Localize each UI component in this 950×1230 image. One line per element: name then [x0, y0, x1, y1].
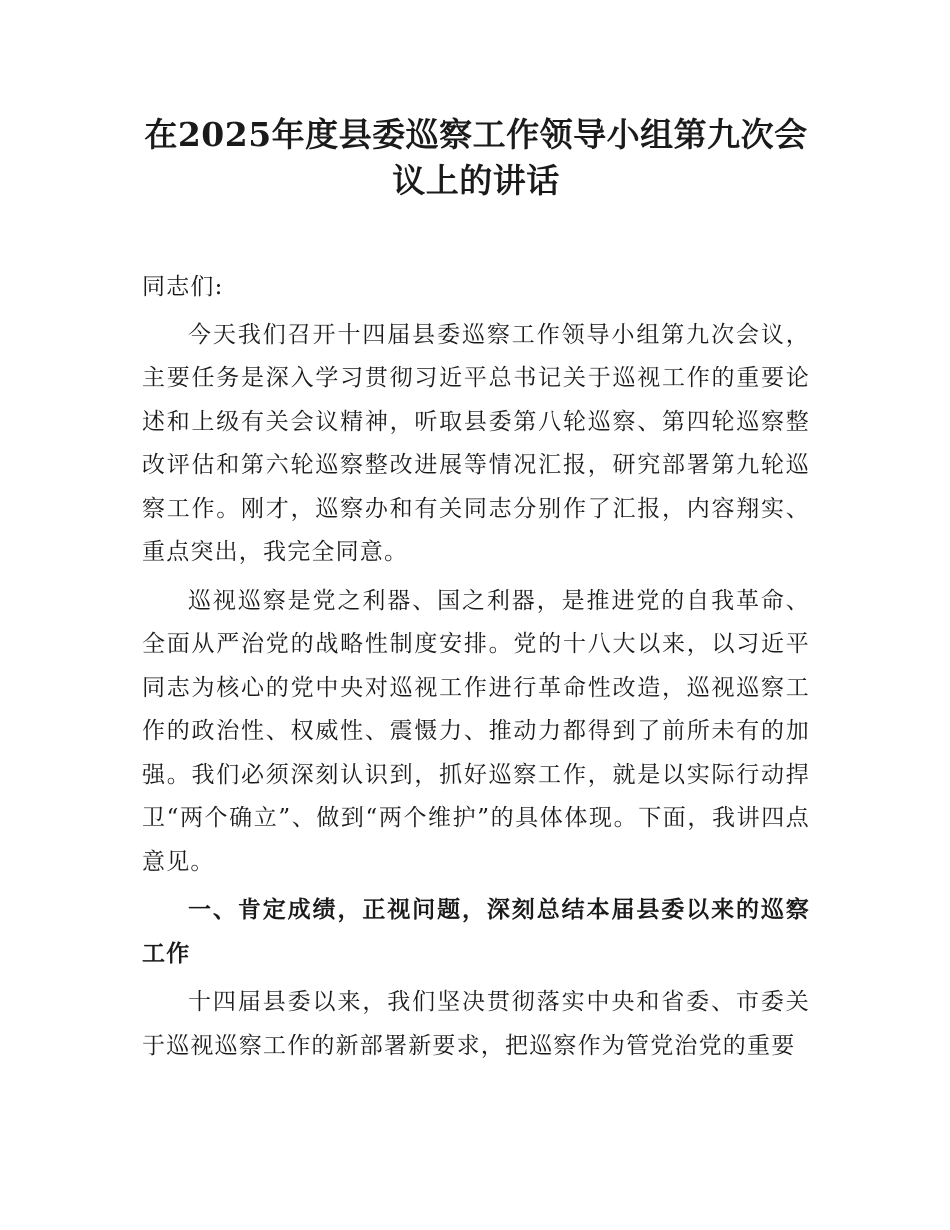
- greeting: 同志们:: [142, 274, 224, 300]
- paragraph-significance: 巡视巡察是党之利器、国之利器，是推进党的自我革命、全面从严治党的战略性制度安排。党的十八大以来，以习近平同志为核心的党中央对巡视工作进行革命性改造，巡视巡察工作的政治性、权威性、震慑力、推动力都得到了前所未有的加强。我们必须深刻认识到，抓好巡察工作，就是以实际行动捍卫“两个确立”、做到“两个维护”的具体体现。下面，我讲四点意见。: [142, 587, 810, 875]
- section-heading-1: 一、肯定成绩，正视问题，深刻总结本届县委以来的巡察工作: [142, 897, 810, 967]
- document-title: 在2025年度县委巡察工作领导小组第九次会议上的讲话: [144, 115, 808, 200]
- paragraph-section-1: 十四届县委以来，我们坚决贯彻落实中央和省委、市委关于巡视巡察工作的新部署新要求，把巡察作为管党治党的重要: [142, 989, 810, 1059]
- paragraph-opening: 今天我们召开十四届县委巡察工作领导小组第九次会议，主要任务是深入学习贯彻习近平总书记关于巡视工作的重要论述和上级有关会议精神，听取县委第八轮巡察、第四轮巡察整改评估和第六轮巡察整改进展等情况汇报，研究部署第九轮巡察工作。刚才，巡察办和有关同志分别作了汇报，内容翔实、重点突出，我完全同意。: [142, 321, 810, 565]
- document-page: [142, 112, 810, 1073]
